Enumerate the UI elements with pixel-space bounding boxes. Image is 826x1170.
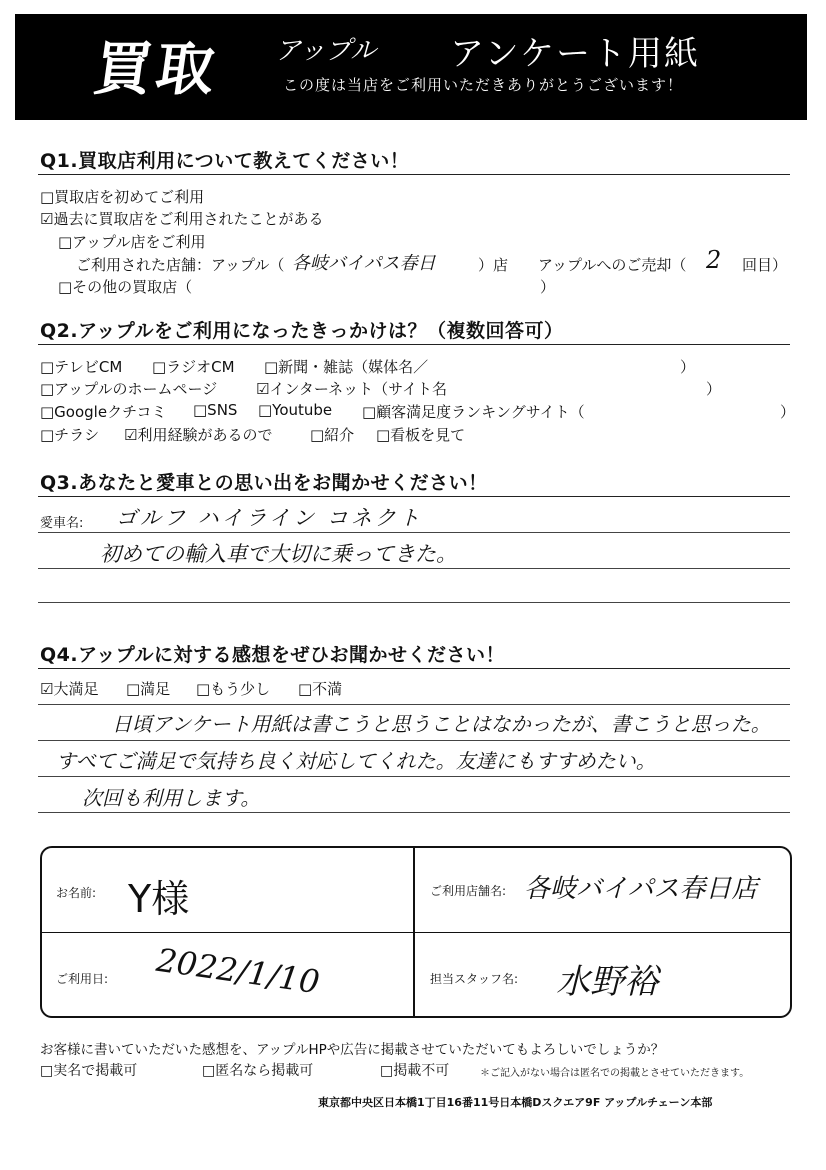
q4-line-4 bbox=[38, 812, 790, 813]
info-box-vertical-divider bbox=[413, 846, 415, 1016]
q3-line-3 bbox=[38, 602, 790, 603]
q1-store-suffix: ）店 bbox=[478, 256, 509, 274]
q1-option-other-close: ） bbox=[540, 278, 556, 296]
publish-question: お客様に書いていただいた感想を、アップルHPや広告に掲載させていただいてもよろしいでしょうか？ bbox=[40, 1042, 665, 1058]
q2-row3-close: ） bbox=[780, 403, 796, 421]
date-label: ご利用日: bbox=[56, 972, 109, 986]
q1-option-other[interactable]: □その他の買取店（ bbox=[58, 278, 193, 296]
q4-option-so-so[interactable]: □もう少し bbox=[196, 680, 271, 698]
form-title: アンケート用紙 bbox=[450, 34, 700, 74]
q4-title: Q4.アップルに対する感想をぜひお聞かせください！ bbox=[40, 644, 506, 666]
q2-option-google[interactable]: □Googleクチコミ bbox=[40, 403, 167, 421]
q2-option-signboard[interactable]: □看板を見て bbox=[376, 426, 466, 444]
q1-title: Q1.買取店利用について教えてください！ bbox=[40, 150, 410, 172]
q2-option-radiocm[interactable]: □ラジオCM bbox=[152, 358, 235, 376]
q2-option-referral[interactable]: □紹介 bbox=[310, 426, 355, 444]
publish-option-real-name[interactable]: □実名で掲載可 bbox=[40, 1063, 138, 1079]
q2-option-experience[interactable]: ☑利用経験があるので bbox=[124, 426, 273, 444]
q2-rule bbox=[38, 344, 790, 345]
q3-car-value[interactable]: ゴルフ ハイライン コネクト bbox=[116, 506, 423, 530]
q1-count-label: アップルへのご売却（ bbox=[538, 256, 687, 274]
q2-title: Q2.アップルをご利用になったきっかけは？（複数回答可） bbox=[40, 320, 564, 342]
q2-row2-close: ） bbox=[706, 380, 722, 398]
q2-option-youtube[interactable]: □Youtube bbox=[258, 401, 333, 419]
q4-comment-3[interactable]: 次回も利用します。 bbox=[82, 786, 261, 810]
q2-option-internet[interactable]: ☑インターネット（サイト名 bbox=[256, 380, 448, 398]
apple-logo: アップル bbox=[275, 36, 377, 66]
q4-rule bbox=[38, 668, 790, 669]
q2-option-sns[interactable]: □SNS bbox=[193, 401, 238, 419]
q4-line-2 bbox=[38, 740, 790, 741]
q2-option-ranking[interactable]: □顧客満足度ランキングサイト（ bbox=[362, 403, 585, 421]
publish-option-anonymous[interactable]: □匿名なら掲載可 bbox=[202, 1063, 314, 1079]
store-name-label: ご利用店舗名: bbox=[430, 884, 507, 898]
q2-option-homepage[interactable]: □アップルのホームページ bbox=[40, 380, 218, 398]
q2-option-newspaper[interactable]: □新聞・雑誌（媒体名／ bbox=[264, 358, 429, 376]
q4-option-dissatisfied[interactable]: □不満 bbox=[298, 680, 343, 698]
q4-line-1 bbox=[38, 704, 790, 705]
date-value[interactable]: 2022/1/10 bbox=[154, 940, 322, 1002]
q1-option-apple[interactable]: □アップル店をご利用 bbox=[58, 233, 206, 251]
thanks-text: この度は当店をご利用いただきありがとうございます！ bbox=[283, 76, 684, 94]
q4-option-satisfied[interactable]: □満足 bbox=[126, 680, 171, 698]
store-name-value[interactable]: 各岐バイパス春日店 bbox=[524, 874, 758, 904]
q2-row1-close: ） bbox=[680, 358, 696, 376]
q1-rule bbox=[38, 174, 790, 175]
q1-store-value[interactable]: 各岐バイパス春日 bbox=[292, 253, 436, 274]
q4-line-3 bbox=[38, 776, 790, 777]
staff-label: 担当スタッフ名: bbox=[430, 972, 519, 986]
q3-title: Q3.あなたと愛車との思い出をお聞かせください！ bbox=[40, 472, 488, 494]
q1-store-label: ご利用された店舗：アップル（ bbox=[76, 256, 285, 274]
q1-option-first[interactable]: □買取店を初めてご利用 bbox=[40, 188, 205, 206]
q3-memory[interactable]: 初めての輸入車で大切に乗ってきた。 bbox=[100, 542, 457, 566]
q3-car-label: 愛車名: bbox=[40, 516, 84, 531]
q2-option-tvcm[interactable]: □テレビCM bbox=[40, 358, 123, 376]
name-value[interactable]: Y様 bbox=[128, 877, 190, 921]
publish-option-not-allowed[interactable]: □掲載不可 bbox=[380, 1063, 450, 1079]
q1-count-value[interactable]: 2 bbox=[706, 246, 722, 274]
publish-note: ＊ご記入がない場合は匿名での掲載とさせていただきます。 bbox=[480, 1068, 750, 1079]
q1-option-past[interactable]: ☑過去に買取店をご利用されたことがある bbox=[40, 210, 324, 228]
staff-value[interactable]: 水野裕 bbox=[556, 962, 658, 1002]
name-label: お名前: bbox=[56, 886, 97, 900]
q3-line-1 bbox=[38, 532, 790, 533]
company-address: 東京都中央区日本橋1丁目16番11号日本橋Dスクエア9F アップルチェーン本部 bbox=[318, 1096, 713, 1109]
q4-option-very-satisfied[interactable]: ☑大満足 bbox=[40, 680, 99, 698]
q4-comment-1[interactable]: 日頃アンケート用紙は書こうと思うことはなかったが、書こうと思った。 bbox=[112, 712, 771, 736]
kaitori-logo-text: 買取 bbox=[89, 35, 224, 103]
q1-count-suffix: 回目） bbox=[742, 256, 788, 274]
q2-option-flyer[interactable]: □チラシ bbox=[40, 426, 100, 444]
q4-comment-2[interactable]: すべてご満足で気持ち良く対応してくれた。友達にもすすめたい。 bbox=[56, 749, 656, 773]
q3-rule bbox=[38, 496, 790, 497]
q3-line-2 bbox=[38, 568, 790, 569]
info-box-horizontal-divider bbox=[40, 932, 790, 933]
